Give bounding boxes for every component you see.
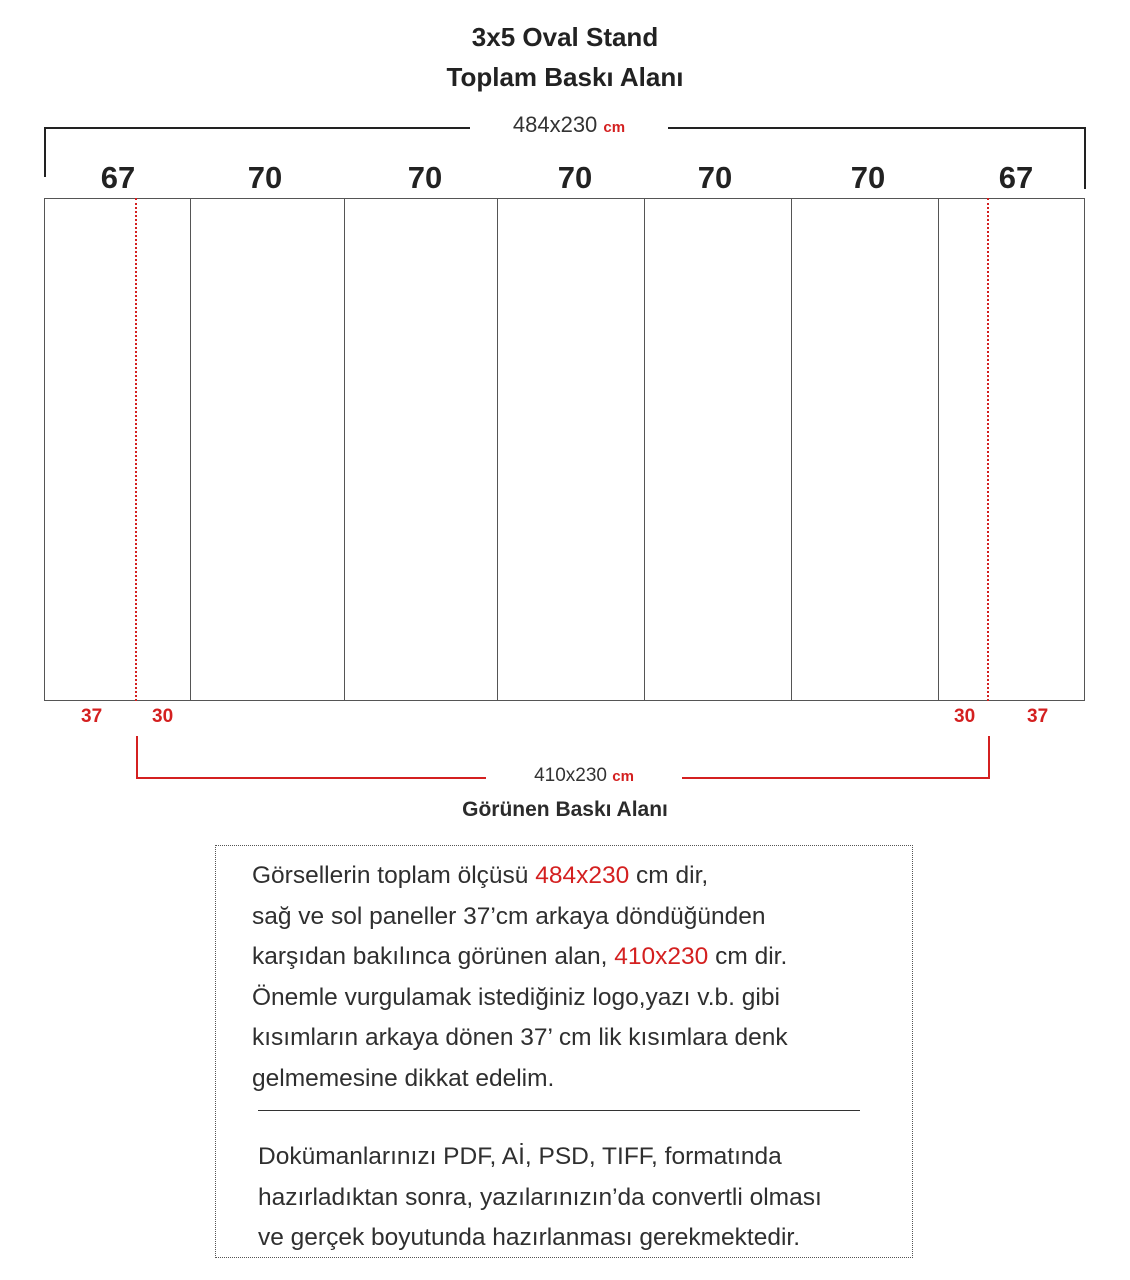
panel-width-6: 70 [850,160,886,195]
total-dimension-unit: cm [603,119,626,136]
panel-divider [344,198,345,701]
panel-divider [791,198,792,701]
note-line: sağ ve sol paneller 37’cm arkaya döndüğünden [252,902,766,930]
note-line [252,856,892,897]
visible-area-caption: Görünen Baskı Alanı [462,798,668,821]
panel-divider [938,198,939,701]
left-front-width: 30 [152,706,174,727]
note-line: Dokümanlarınızı PDF, Aİ, PSD, TIFF, formatında [258,1143,782,1170]
note-highlight: 410x230 [614,943,709,970]
note-line: gelmemesine dikkat edelim. [252,1064,555,1092]
diagram-subtitle: Toplam Baskı Alanı [446,62,684,92]
left-fold-line [135,198,137,701]
right-front-width: 30 [954,706,976,727]
panel-width-7: 67 [998,160,1034,195]
panel-divider [497,198,498,701]
panel-width-1: 67 [100,160,136,195]
visible-dimension-unit: cm [612,768,634,785]
panel-width-4: 70 [557,160,593,195]
note-text: karşıdan bakılınca görünen alan, [252,943,615,970]
note-line: kısımların arkaya dönen 37’ cm lik kısımlara denk [252,1024,788,1051]
visible-dimension-value: 410x230 [534,765,607,786]
total-dimension-label [470,112,668,138]
note-divider [258,1110,860,1111]
panel-divider [644,198,645,701]
panel-width-5: 70 [697,160,733,195]
right-fold-line [987,198,989,701]
total-dimension-value: 484x230 [512,112,598,137]
note-line: Önemle vurgulamak istediğiniz logo,yazı v.b. gibi [252,983,780,1011]
note-highlight: 484x230 [535,862,630,889]
note-text: cm dir. [708,943,788,970]
panel-width-3: 70 [407,160,443,195]
note-paragraph-formats [258,1137,898,1259]
note-line: hazırladıktan sonra, yazılarınızın’da convertli olması [258,1183,822,1211]
panel-width-2: 70 [247,160,283,195]
note-paragraph-dimensions [252,856,892,1099]
note-line: ve gerçek boyutunda hazırlanması gerekmektedir. [258,1224,801,1251]
note-line [252,937,892,978]
note-text: Görsellerin toplam ölçüsü [252,862,536,889]
diagram-title: 3x5 Oval Stand [471,22,659,52]
stand-print-area [44,198,1085,701]
left-back-width: 37 [81,706,103,727]
visible-dimension-label [486,765,682,787]
panel-divider [190,198,191,701]
note-text: cm dir, [629,862,709,889]
right-back-width: 37 [1027,706,1049,727]
